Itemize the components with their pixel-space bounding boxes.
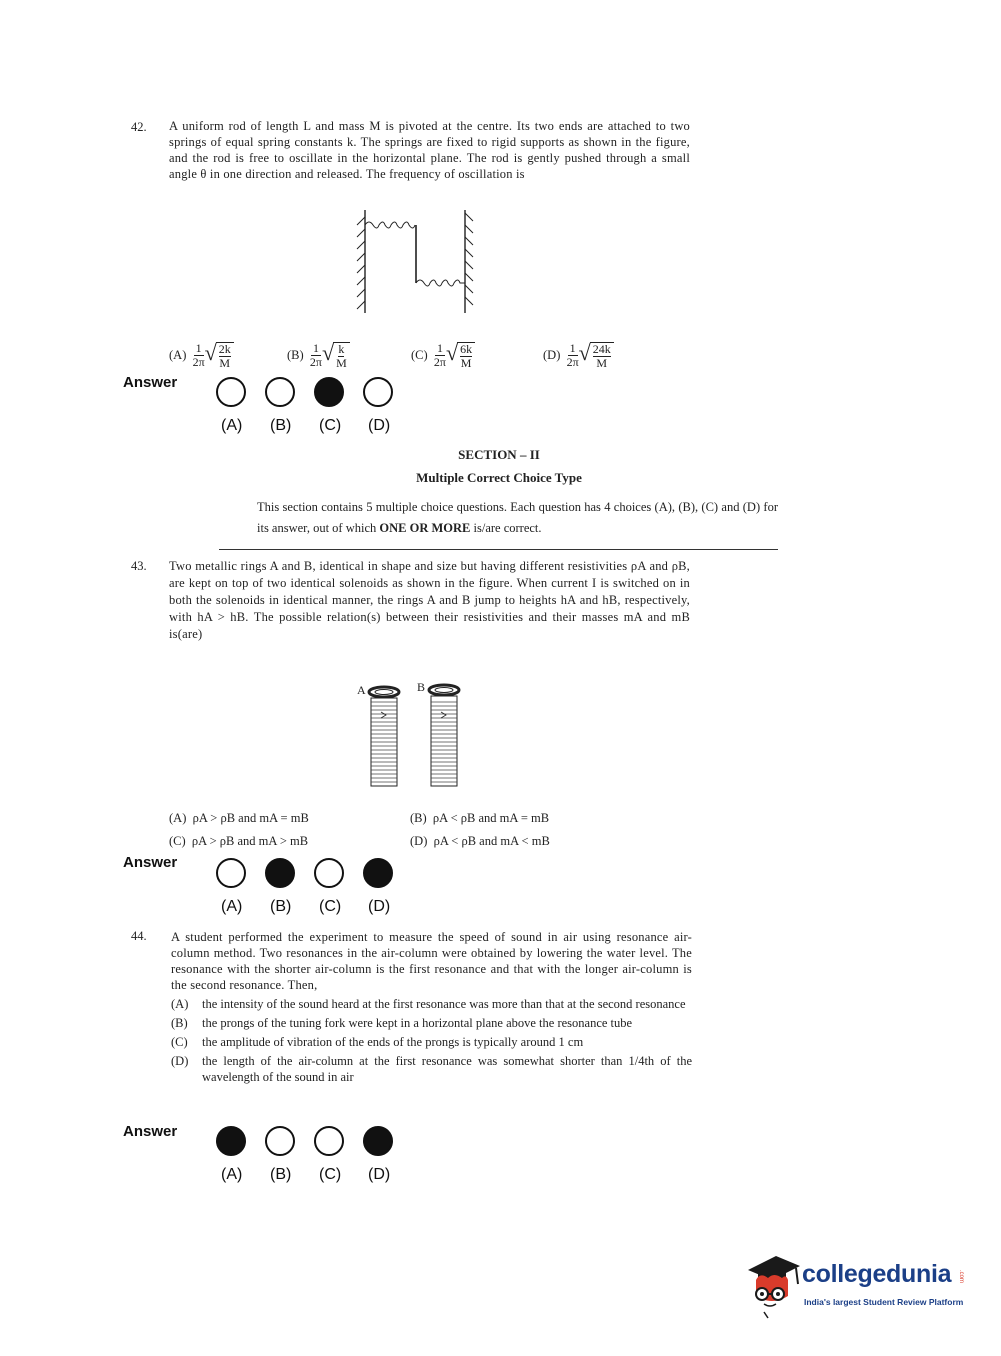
answer-bubble-label: (C) [319,1166,342,1183]
answer-bubble-label: (D) [368,417,391,434]
answer-bubble-b[interactable] [265,1126,295,1156]
option-a [169,340,287,370]
option-text: the length of the air-column at the first resonance was somewhat shorter than 1/4th of the wavelength of the sound in air [202,1054,692,1084]
question-text: Two metallic rings A and B, identical in shape and size but having different resistivities ρA and ρB, are kept on top of two identical solenoids as shown in the figure. When current I is switched on in both the solenoids in identical manner, the rings A and B jump to heights hA and hB, respectively, with hA > hB. The possible relation(s) between their resistivities and their masses mA and mB is(are) [169,559,690,641]
option-text: the amplitude of vibration of the ends of the prongs is typically around 1 cm [202,1035,584,1049]
fraction: $\frac{1}{2\pi}$ [309,340,322,369]
section-subtitle: Multiple Correct Choice Type [416,470,582,485]
answer-label: Answer [123,374,178,391]
option-c [411,340,543,370]
option-d [171,1053,692,1085]
option-label: (D) [171,1054,189,1068]
ring-b-label: B [417,680,426,694]
instructions-text: This section contains 5 multiple choice questions. Each question has 4 choices (A), (B), (C) and (D) for its answer, out of which [257,500,778,535]
option-d [410,833,550,849]
square-root: √ 2k M [205,340,234,370]
option-text: ρA > ρB and mA > mB [191,834,309,848]
question-number: 43. [131,559,147,573]
option-label: (D) [410,834,428,848]
answer-label: Answer [123,854,178,871]
option-text: ρA > ρB and mA = mB [192,811,309,825]
option-label: (A) [169,348,187,362]
answer-bubble-a[interactable] [216,858,246,888]
answer-bubble-label: (D) [368,898,391,915]
answer-bubble-label: (C) [319,417,342,434]
answer-bubble-label: (D) [368,1166,391,1183]
option-label: (C) [411,348,428,362]
answer-bubble-label: (B) [270,1166,292,1183]
answer-bubble-a[interactable] [216,377,246,407]
brand-name: collegedunia [802,1260,952,1288]
answer-bubble-label: (B) [270,417,292,434]
answer-bubble-c[interactable] [314,858,344,888]
option-label: (B) [171,1016,188,1030]
answer-bubble-label: (A) [221,898,243,915]
fraction: $\frac{1}{2\pi}$ [192,340,205,369]
answer-bubble-label: (C) [319,898,342,915]
option-c [171,1034,692,1050]
answer-bubble-c[interactable] [314,377,344,407]
option-label: (B) [287,348,304,362]
brand-dotcom: .com [958,1270,964,1284]
mascot-icon [742,1250,804,1320]
option-label: (B) [410,811,427,825]
section-divider [219,549,778,550]
section-instructions [257,497,778,539]
solenoid-figure [364,682,464,790]
square-root: √ k M [322,340,350,370]
ring-a-label: A [357,683,366,697]
answer-bubble-d[interactable] [363,858,393,888]
answer-bubble-label: (B) [270,898,292,915]
option-a [171,996,692,1012]
option-b [410,810,549,826]
section-title: SECTION – II [458,447,540,462]
square-root: √ 6k M [446,340,475,370]
answer-bubble-d[interactable] [363,1126,393,1156]
option-label: (C) [169,834,186,848]
collegedunia-logo[interactable] [742,1250,972,1320]
option-b [171,1015,692,1031]
instructions-emphasis: ONE OR MORE [379,521,471,535]
brand-tagline: India's largest Student Review Platform [804,1297,964,1307]
option-a [169,810,309,826]
option-label: (D) [543,348,561,362]
option-label: (C) [171,1035,188,1049]
fraction: $\frac{1}{2\pi}$ [433,340,446,369]
fraction: $\frac{1}{2\pi}$ [566,340,579,369]
answer-label: Answer [123,1123,178,1140]
answer-bubble-c[interactable] [314,1126,344,1156]
answer-bubble-d[interactable] [363,377,393,407]
option-label: (A) [169,811,187,825]
option-list [169,340,614,370]
option-c [169,833,308,849]
option-text: ρA < ρB and mA < mB [433,834,550,848]
answer-bubble-b[interactable] [265,858,295,888]
question-text: A uniform rod of length L and mass M is pivoted at the centre. Its two ends are attached to two springs of equal spring constants k. The springs are fixed to rigid supports as shown in the figure, and the rod is free to oscillate in the horizontal plane. The rod is gently pushed through a small angle θ in one direction and released. The frequency of oscillation is [169,119,690,181]
option-list [171,996,692,1085]
option-text: ρA < ρB and mA = mB [432,811,550,825]
answer-bubble-b[interactable] [265,377,295,407]
answer-bubble-label: (A) [221,417,243,434]
spring-rod-figure [350,205,480,320]
question-number: 42. [131,120,147,134]
option-d [543,340,614,370]
option-text: the prongs of the tuning fork were kept in a horizontal plane above the resonance tube [202,1016,633,1030]
instructions-text: is/are correct. [470,521,542,535]
option-b [287,340,411,370]
option-label: (A) [171,997,189,1011]
question-text: A student performed the experiment to measure the speed of sound in air using resonance air-column method. Two resonances in the air-column were obtained by lowering the water level. The resonance with the shorter air-column is the first resonance and that with the longer air-column is the second resonance. Then, [171,930,692,992]
question-number: 44. [131,929,147,943]
square-root: √ 24k M [579,340,614,370]
answer-bubble-a[interactable] [216,1126,246,1156]
answer-bubble-label: (A) [221,1166,243,1183]
option-text: the intensity of the sound heard at the first resonance was more than that at the second resonance [202,997,686,1011]
